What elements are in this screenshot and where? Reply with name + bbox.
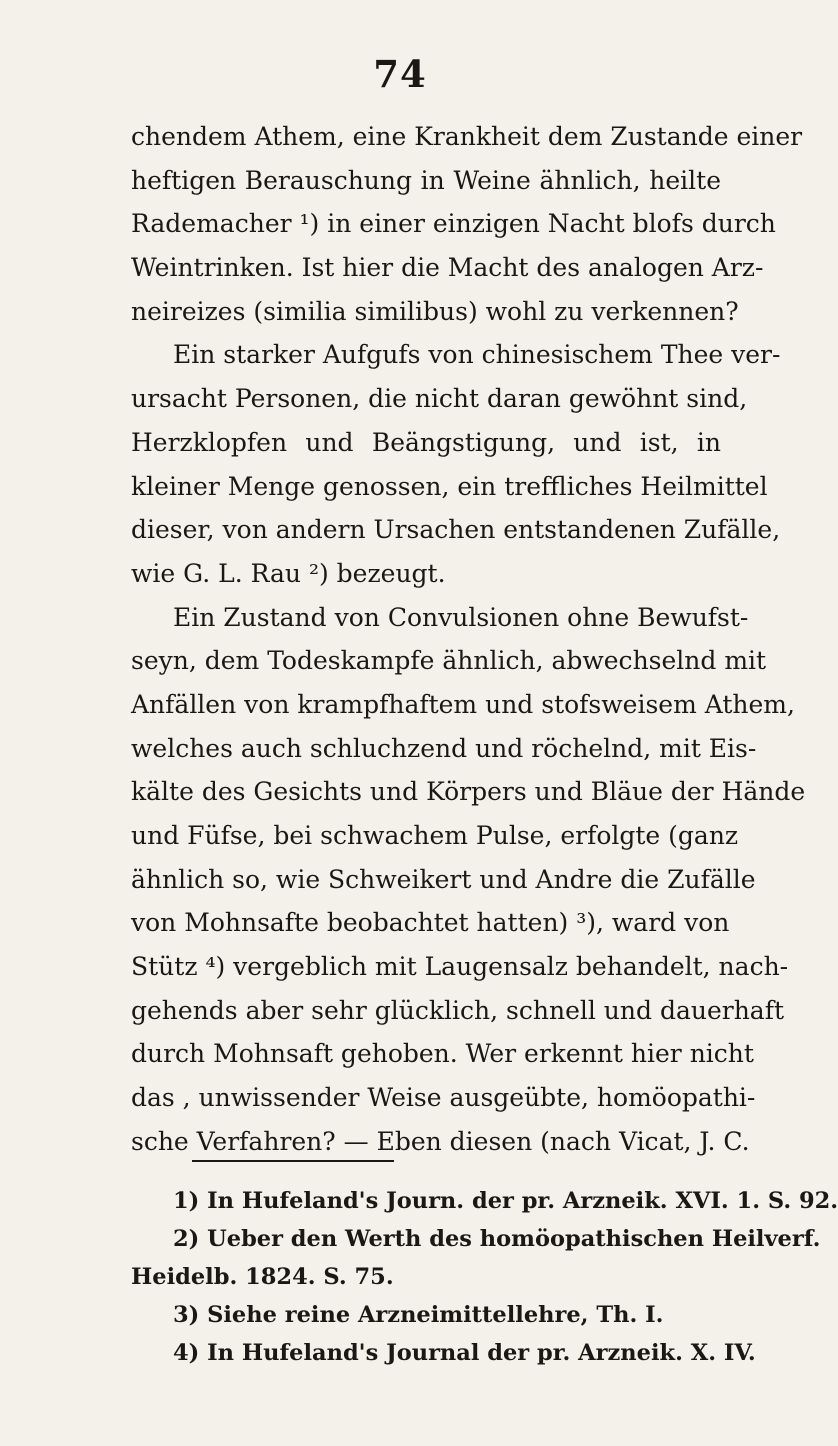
text-line: welches auch schluchzend und röchelnd, mit Eis-	[131, 733, 757, 763]
footnote: 4) In Hufeland's Journal der pr. Arzneik. X. IV.	[173, 1340, 756, 1366]
footnote: 1) In Hufeland's Journ. der pr. Arzneik. XVI. 1. S. 92.	[173, 1188, 838, 1214]
footnote: 3) Siehe reine Arzneimittellehre, Th. I.	[173, 1302, 664, 1328]
text-line: ähnlich so, wie Schweikert und Andre die Zufälle	[131, 864, 756, 894]
text-line: Ein starker Aufgufs von chinesischem Thee ver-	[173, 340, 781, 370]
text-line: Herzklopfen und Beängstigung, und ist, in	[131, 427, 721, 457]
text-line: Ein Zustand von Convulsionen ohne Bewufst-	[173, 602, 749, 632]
text-line: gehends aber sehr glücklich, schnell und dauerhaft	[131, 995, 785, 1025]
text-line: sche Verfahren? — Eben diesen (nach Vicat, J. C.	[131, 1126, 750, 1156]
text-line: kälte des Gesichts und Körpers und Bläue der Hände	[131, 777, 806, 807]
text-line: das , unwissender Weise ausgeübte, homöopathi-	[131, 1083, 756, 1113]
text-line: Rademacher ¹) in einer einzigen Nacht blofs durch	[131, 209, 776, 239]
text-line: von Mohnsafte beobachtet hatten) ³), ward von	[131, 908, 730, 938]
text-line: ursacht Personen, die nicht daran gewöhnt sind,	[131, 384, 748, 414]
text-line: chendem Athem, eine Krankheit dem Zustande einer	[131, 122, 803, 151]
text-line: Anfällen von krampfhaftem und stofsweisem Athem,	[131, 689, 795, 719]
footnote-rule	[192, 1160, 394, 1162]
text-line: Stütz ⁴) vergeblich mit Laugensalz behandelt, nach-	[131, 952, 789, 982]
text-line: kleiner Menge genossen, ein treffliches Heilmittel	[131, 471, 768, 501]
text-line: seyn, dem Todeskampfe ähnlich, abwechselnd mit	[131, 646, 767, 676]
footnote: 2) Ueber den Werth des homöopathischen Heilverf.	[173, 1226, 821, 1252]
text-line: heftigen Berauschung in Weine ähnlich, heilte	[131, 165, 721, 195]
text-line: durch Mohnsaft gehoben. Wer erkennt hier nicht	[131, 1039, 754, 1069]
page-number: 74	[373, 52, 427, 96]
body-text	[131, 115, 806, 1164]
text-line: Weintrinken. Ist hier die Macht des analogen Arz-	[131, 253, 764, 283]
text-line: neireizes (similia similibus) wohl zu verkennen?	[131, 296, 739, 326]
text-line: dieser, von andern Ursachen entstandenen Zufälle,	[131, 515, 781, 545]
footnote-continuation: Heidelb. 1824. S. 75.	[131, 1264, 394, 1290]
footnotes	[131, 1182, 838, 1372]
text-line: wie G. L. Rau ²) bezeugt.	[131, 558, 446, 588]
text-line: und Füfse, bei schwachem Pulse, erfolgte (ganz	[131, 821, 739, 850]
